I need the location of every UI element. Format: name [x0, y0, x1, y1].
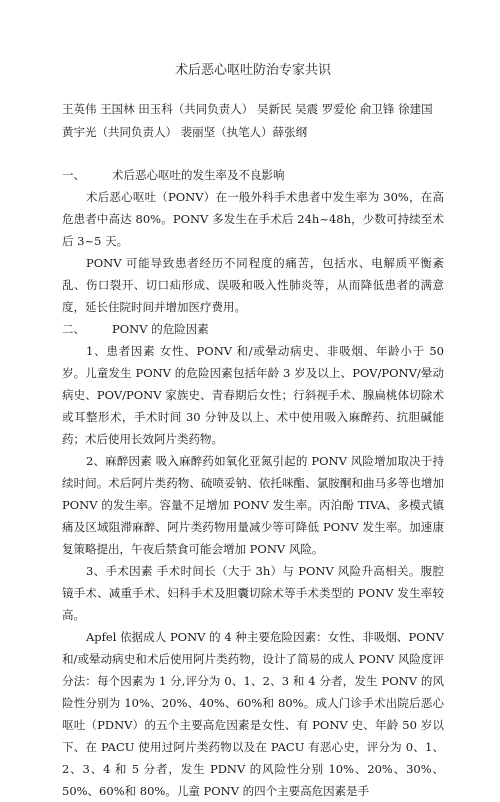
section-heading-text: PONV 的危险因素: [112, 322, 209, 336]
paragraph: 2、麻醉因素 吸入麻醉药如氧化亚氮引起的 PONV 风险增加取决于持续时间。术后阿片类药物、硫喷妥钠、依托咪酯、氯胺酮和曲马多等也增加 PONV 的发生率。容量不足增加 PONV 发生率。丙泊酚 TIVA、多模式镇痛及区域阻滞麻醉、阿片类药物用量减少等可降低 PONV 发生率。加速康复策略提出，午夜后禁食可能会增加 PONV 风险。: [62, 454, 444, 556]
paragraph: PONV 可能导致患者经历不同程度的痛苦，包括水、电解质平衡紊乱、伤口裂开、切口疝形成、误吸和吸入性肺炎等，从而降低患者的满意度，延长住院时间并增加医疗费用。: [62, 256, 444, 314]
document-title: 术后恶心呕吐防治专家共识: [174, 63, 331, 78]
author-list: 王英伟 王国林 田玉科（共同负责人） 吴新民 吴震 罗爱伦 俞卫锋 徐建国 黄宇光（共同负责人） 裴丽坚（执笔人）薛张纲: [62, 102, 433, 139]
paragraph: Apfel 依据成人 PONV 的 4 种主要危险因素：女性、非吸烟、PONV 和/或晕动病史和术后使用阿片类药物，设计了简易的成人 PONV 风险度评分法：每个因素为 1 分,评分为 0、1、2、3 和 4 分者，发生 PONV 的风险性分别为 10%、20%、40%、60%和 80%。成人门诊手术出院后恶心呕吐（PDNV）的五个主要高危因素是女性、有 PONV 史、年龄 50 岁以下、在 PACU 使用过阿片类药物以及在 PACU 有恶心史，评分为 0、1、2、3、4 和 5 分者，发生 PDNV 的风险性分别 10%、20%、30%、50%、60%和 80%。儿童 PONV 的四个主要高危因素是手: [62, 630, 444, 798]
section-heading-text: 术后恶心呕吐的发生率及不良影响: [112, 168, 285, 182]
section-number: 一、: [62, 168, 85, 182]
paragraph: 1、患者因素 女性、PONV 和/或晕动病史、非吸烟、年龄小于 50 岁。儿童发生 PONV 的危险因素包括年龄 3 岁及以上、POV/PONV/晕动病史、POV/PONV 家族史、青春期后女性；行斜视手术、腺扁桃体切除术或耳整形术，手术时间 30 分钟及以上、术中使用吸入麻醉药、抗胆碱能药；术后使用长效阿片类药物。: [62, 344, 444, 446]
section-number: 二、: [62, 322, 85, 336]
paragraph: 3、手术因素 手术时间长（大于 3h）与 PONV 风险升高相关。腹腔镜手术、减重手术、妇科手术及胆囊切除术等手术类型的 PONV 发生率较高。: [62, 564, 444, 622]
section-heading-1: [62, 164, 444, 186]
section-heading-2: [62, 318, 444, 340]
paragraph: 术后恶心呕吐（PONV）在一般外科手术患者中发生率为 30%，在高危患者中高达 80%。PONV 多发生在手术后 24h~48h，少数可持续至术后 3~5 天。: [62, 190, 444, 248]
